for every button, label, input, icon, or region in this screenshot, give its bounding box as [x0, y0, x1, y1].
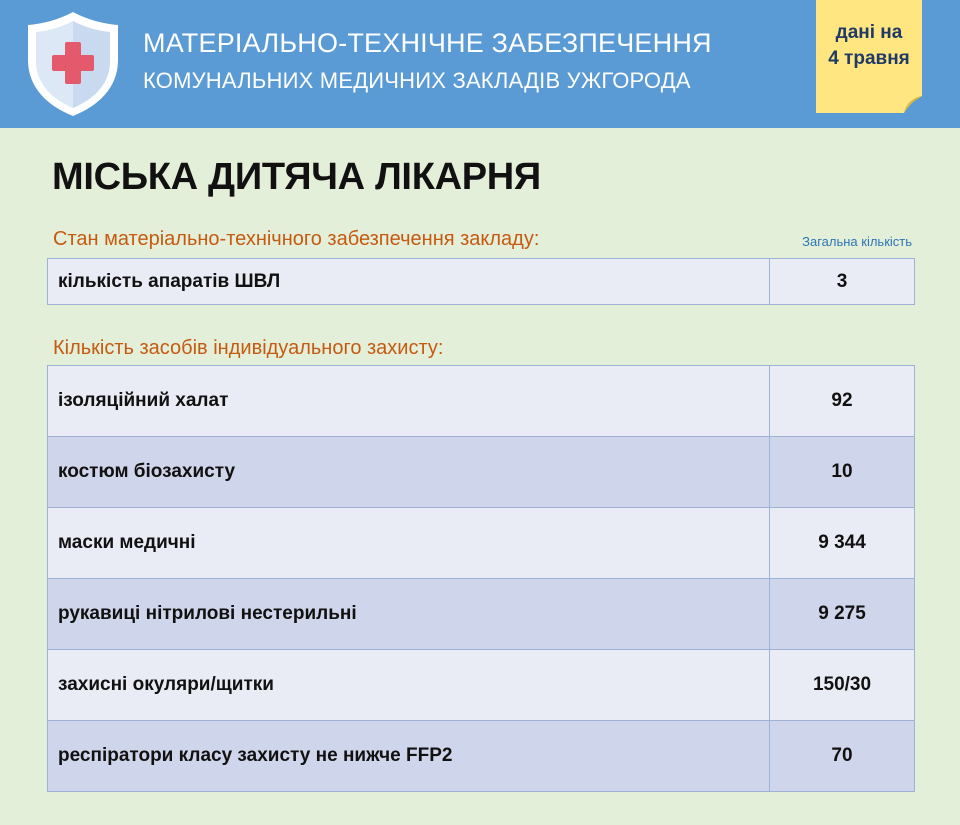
total-quantity-label: Загальна кількість — [802, 234, 912, 249]
table-row — [48, 721, 915, 792]
table-row — [48, 508, 915, 579]
note-line1: дані на — [835, 22, 903, 43]
header-title-line1: МАТЕРІАЛЬНО-ТЕХНІЧНЕ ЗАБЕЗПЕЧЕННЯ — [143, 28, 712, 58]
ppe-table — [47, 365, 915, 792]
row-name: ізоляційний халат — [48, 366, 770, 437]
table-row — [48, 650, 915, 721]
note-line2: 4 травня — [828, 48, 910, 69]
row-value: 150/30 — [770, 650, 915, 721]
row-value: 92 — [770, 366, 915, 437]
header-title-line2: КОМУНАЛЬНИХ МЕДИЧНИХ ЗАКЛАДІВ УЖГОРОДА — [143, 68, 691, 93]
equipment-section-label: Стан матеріально-технічного забезпечення закладу: — [53, 228, 540, 250]
row-value: 9 275 — [770, 579, 915, 650]
row-name: кількість апаратів ШВЛ — [48, 259, 770, 305]
row-value: 10 — [770, 437, 915, 508]
row-value: 3 — [770, 259, 915, 305]
row-value: 70 — [770, 721, 915, 792]
hospital-name: МІСЬКА ДИТЯЧА ЛІКАРНЯ — [52, 156, 541, 198]
table-row — [48, 259, 915, 305]
row-name: рукавиці нітрилові нестерильні — [48, 579, 770, 650]
date-sticky-note — [816, 0, 922, 113]
equipment-table — [47, 258, 915, 305]
row-name: респіратори класу захисту не нижче FFP2 — [48, 721, 770, 792]
row-name: захисні окуляри/щитки — [48, 650, 770, 721]
ppe-section-label: Кількість засобів індивідуального захисту: — [53, 337, 444, 359]
table-row — [48, 437, 915, 508]
medical-shield-icon — [22, 8, 124, 120]
table-row — [48, 366, 915, 437]
row-value: 9 344 — [770, 508, 915, 579]
table-row — [48, 579, 915, 650]
row-name: костюм біозахисту — [48, 437, 770, 508]
row-name: маски медичні — [48, 508, 770, 579]
